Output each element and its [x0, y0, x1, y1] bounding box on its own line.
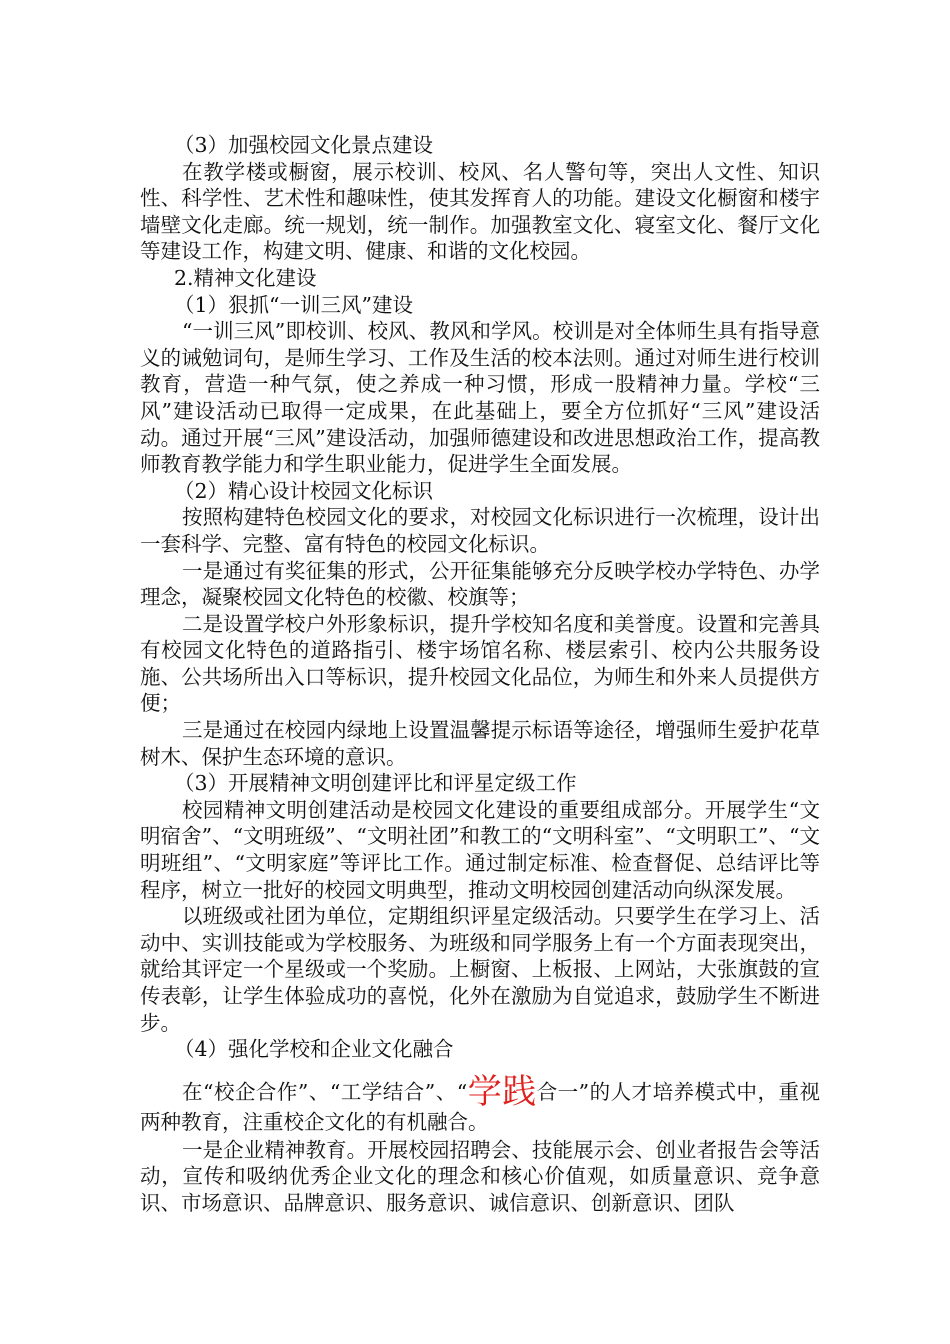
paragraph-one-motto-three-styles: “一训三风”即校训、校风、教风和学风。校训是对全体师生具有指导意义的诫勉词句，是师生学习、工作及生活的校本法则。通过对师生进行校训教育，营造一种气氛，使之养成一种习惯，形成一股精神力量。学校“三风”建设活动已取得一定成果，在此基础上，要全方位抓好“三风”建设活动。通过开展“三风”建设活动，加强师德建设和改进思想政治工作，提高教师教育教学能力和学生职业能力，促进学生全面发展。 — [140, 319, 820, 477]
paragraph-culture-identity-second: 二是设置学校户外形象标识，提升学校知名度和美誉度。设置和完善具有校园文化特色的道路指引、楼宇场馆名称、楼层索引、校内公共服务设施、公共场所出入口等标识，提升校园文化品位，为师生和外来人员提供方便； — [140, 611, 820, 716]
subheading-civilization-rating: （3）开展精神文明创建评比和评星定级工作 — [174, 771, 577, 796]
text-segment: 合一”的人才培养模式中，重视两种教育，注重校企文化的有机融合。 — [140, 1079, 821, 1134]
paragraph-culture-identity-first: 一是通过有奖征集的形式，公开征集能够充分反映学校办学特色、办学理念，凝聚校园文化特色的校徽、校旗等； — [140, 558, 820, 610]
highlighted-red-text: 学践 — [467, 1071, 537, 1112]
paragraph-school-enterprise-2: 一是企业精神教育。开展校园招聘会、技能展示会、创业者报告会等活动，宣传和吸纳优秀企业文化的理念和核心价值观，如质量意识、竞争意识、市场意识、品牌意识、服务意识、诚信意识、创新意识、团队 — [140, 1137, 820, 1215]
paragraph-civilization-rating-2: 以班级或社团为单位，定期组织评星定级活动。只要学生在学习上、活动中、实训技能或为学校服务、为班级和同学服务上有一个方面表现突出，就给其评定一个星级或一个奖励。上橱窗、上板报、上网站，大张旗鼓的宣传表彰，让学生体验成功的喜悦，化外在激励为自觉追求，鼓励学生不断进步。 — [140, 904, 820, 1035]
section-heading-culture-spots: （3）加强校园文化景点建设 — [174, 133, 434, 157]
section-heading-spiritual-culture: 2.精神文化建设 — [174, 265, 317, 290]
subheading-one-motto-three-styles: （1）狠抓“一训三风”建设 — [174, 292, 414, 317]
paragraph-culture-identity-third: 三是通过在校园内绿地上设置温馨提示标语等途径，增强师生爱护花草树木、保护生态环境的意识。 — [140, 718, 820, 769]
text-segment: 在“校企合作”、“工学结合”、“ — [182, 1079, 468, 1104]
subheading-culture-identity: （2）精心设计校园文化标识 — [174, 478, 434, 503]
subheading-school-enterprise: （4）强化学校和企业文化融合 — [174, 1037, 454, 1062]
paragraph-school-enterprise-1 — [140, 1071, 821, 1137]
paragraph-culture-spots: 在教学楼或橱窗，展示校训、校风、名人警句等，突出人文性、知识性、科学性、艺术性和趣味性，使其发挥育人的功能。建设文化橱窗和楼宇墙壁文化走廊。统一规划，统一制作。加强教室文化、寝室文化、餐厅文化等建设工作，构建文明、健康、和谐的文化校园。 — [140, 159, 820, 264]
paragraph-culture-identity-intro: 按照构建特色校园文化的要求，对校园文化标识进行一次梳理，设计出一套科学、完整、富有特色的校园文化标识。 — [140, 505, 820, 556]
paragraph-civilization-rating-1: 校园精神文明创建活动是校园文化建设的重要组成部分。开展学生“文明宿舍”、“文明班级”、“文明社团”和教工的“文明科室”、“文明职工”、“文明班组”、“文明家庭”等评比工作。通过制定标准、检查督促、总结评比等程序，树立一批好的校园文明典型，推动文明校园创建活动向纵深发展。 — [140, 797, 820, 902]
document-page — [140, 132, 820, 1217]
